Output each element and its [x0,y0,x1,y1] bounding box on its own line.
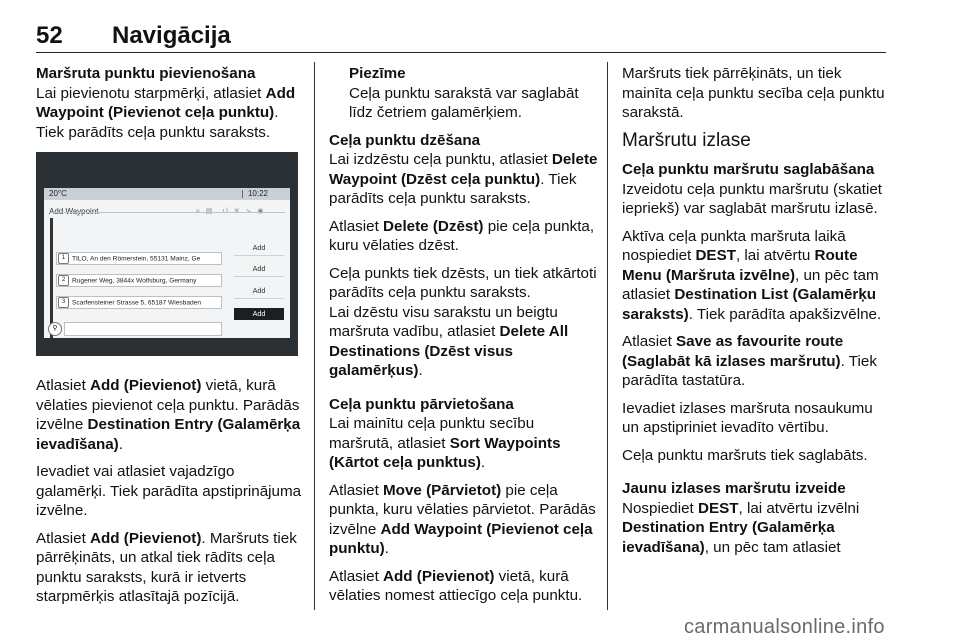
add-waypoint-screenshot [36,152,298,356]
note-box [329,64,599,123]
clock-readout: 10:22 [247,189,268,198]
paragraph: Atlasiet Save as favourite route (Saglabāt kā izlases maršrutu). Tiek parādīta tastatūra. [622,333,877,389]
waypoint-row[interactable]: 3 Scarfensteiner Strasse 5, 65187 Wiesbaden [56,296,222,309]
paragraph: Atlasiet Delete (Dzēst) pie ceļa punkta, kuru vēlaties dzēst. [329,217,595,254]
paragraph: Atlasiet Move (Pārvietot) pie ceļa punkta, kuru vēlaties pārvietot. Parādās izvēlne Add Waypoint (Pievienot ceļa punktu). [329,481,596,557]
add-button-selected[interactable]: Add [234,308,284,320]
divider [234,276,284,277]
page-title: Navigācija [112,22,231,49]
column-3 [622,64,892,565]
section-heading-add-waypoint: Maršruta punktu pievienošana [36,65,256,82]
paragraph: Lai pievienotu starpmērķi, atlasiet Add Waypoint (Pievienot ceļa punktu). Tiek parādīts ceļa punktu saraksts. [36,84,296,141]
waypoint-number-icon: 1 [58,253,69,264]
paragraph: Atlasiet Add (Pievienot). Maršruts tiek pārrēķināts, un atkal tiek rādīts ceļa punktu saraksts, kurā ir ietverts starpmērķis atlasītajā pozīcijā. [36,529,297,605]
section-heading-save-route: Ceļa punktu maršrutu saglabāšana [622,161,875,178]
note-heading: Piezīme [349,65,406,82]
paragraph: Ievadiet izlases maršruta nosaukumu un apstipriniet ievadīto vērtību. [622,399,873,436]
paragraph: Aktīva ceļa punkta maršruta laikā nospiediet DEST, lai atvērtu Route Menu (Maršruta izvēlne), un pēc tam atlasiet Destination List (Galamērķu saraksts). Tiek parādīta apakšizvēlne. [622,227,882,323]
paragraph: Atlasiet Add (Pievienot) vietā, kurā vēlaties nomest attiecīgo ceļa punktu. [329,567,583,604]
paragraph: Maršruts tiek pārrēķināts, un tiek mainīta ceļa punktu secība ceļa punktu sarakstā. [622,65,885,121]
paragraph: Lai izdzēstu ceļa punktu, atlasiet Delete Waypoint (Dzēst ceļa punktu). Tiek parādīts ceļa punktu saraksts. [329,151,598,207]
paragraph: Ievadiet vai atlasiet vajadzīgo galamērķi. Tiek parādīta apstiprinājuma izvēlne. [36,463,302,519]
title-divider [49,212,285,213]
paragraph: Ceļa punktu maršruts tiek saglabāts. [622,446,868,464]
paragraph: Ceļa punkts tiek dzēsts, un tiek atkārtoti parādīts ceļa punktu saraksts. [329,264,597,301]
paragraph: Nospiediet DEST, lai atvērtu izvēlni Destination Entry (Galamērķa ievadīšana), un pēc tam atlasiet [622,499,860,556]
page-number: 52 [36,22,63,49]
paragraph: Atlasiet Add (Pievienot) vietā, kurā vēlaties pievienot ceļa punktu. Parādās izvēlne Destination Entry (Galamērķa ievadīšana). [36,377,301,453]
scroll-rail [50,218,53,338]
section-heading-favourite-routes: Maršrutu izlase [622,129,751,151]
waypoint-row[interactable]: 2 Rugener Weg, 3844x Wolfsburg, Germany [56,274,222,287]
column-1 [36,64,304,615]
temperature-readout: 20°C [49,189,67,198]
column-divider [607,62,608,610]
waypoint-number-icon: 3 [58,297,69,308]
section-heading-new-route: Jaunu izlases maršrutu izveide [622,480,846,497]
waypoint-row[interactable]: 1 TILO, An den Römerstein, 55131 Mainz, Ge [56,252,222,265]
search-icon[interactable]: ⚲ [48,322,62,336]
add-button[interactable]: Add [252,264,266,273]
divider [234,298,284,299]
search-field[interactable] [64,322,222,336]
status-divider [242,190,243,198]
paragraph: Lai mainītu ceļa punktu secību maršrutā, atlasiet Sort Waypoints (Kārtot ceļa punktus). [329,415,561,471]
add-button[interactable]: Add [252,286,266,295]
column-2 [329,64,599,614]
column-divider [314,62,315,610]
watermark: carmanualsonline.info [684,616,885,638]
page-header [36,18,886,53]
section-heading-delete-waypoint: Ceļa punktu dzēšana [329,131,481,149]
paragraph: Lai dzēstu visu sarakstu un beigtu maršruta vadību, atlasiet Delete All Destinations (Dzēst visus galamērķus). [329,303,569,379]
add-button[interactable]: Add [252,243,266,252]
divider [234,255,284,256]
section-heading-move-waypoint: Ceļa punktu pārvietošana [329,395,514,413]
note-text: Ceļa punktu sarakstā var saglabāt līdz četriem galamērķiem. [349,84,579,121]
waypoint-number-icon: 2 [58,275,69,286]
paragraph: Izveidotu ceļa punktu maršrutu (skatiet iepriekš) var saglabāt maršrutu izlasē. [622,180,882,217]
infotainment-screen [44,188,290,338]
